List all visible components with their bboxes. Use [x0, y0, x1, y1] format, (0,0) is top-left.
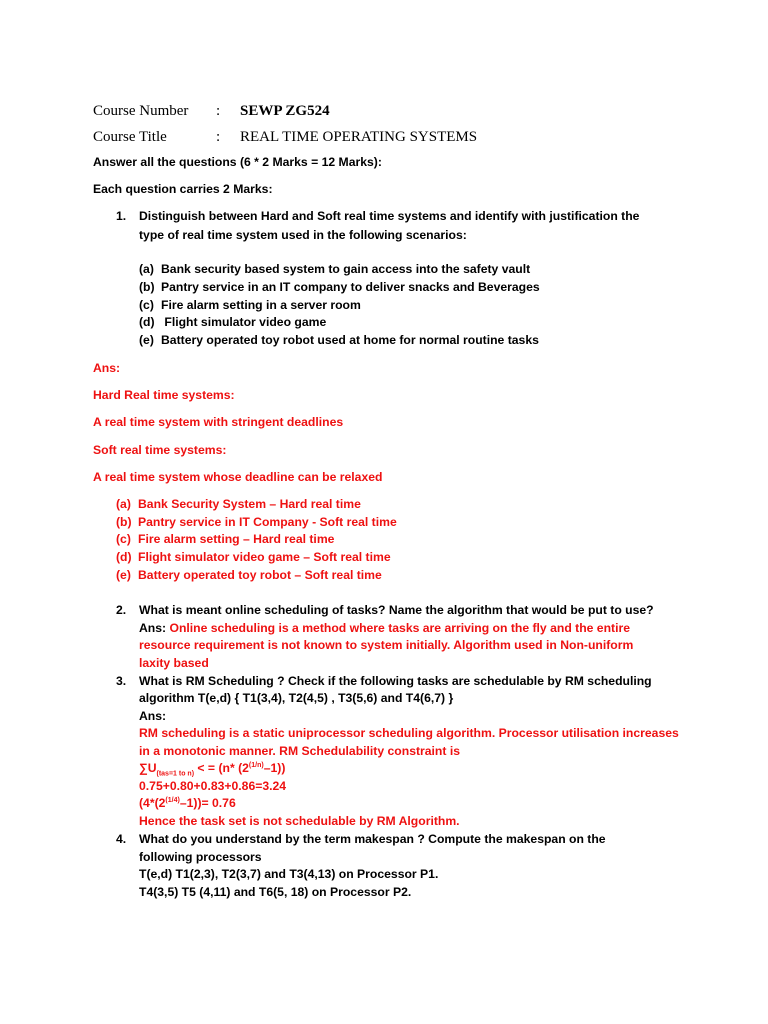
q1-item-d: [139, 315, 326, 329]
q3-question-line-2: algorithm T(e,d) { T1(3,4), T2(4,5) , T3(5,6) and T4(6,7) }: [139, 691, 454, 705]
q1-item-a: [139, 262, 530, 276]
q3-answer-line-1: RM scheduling is a static uniprocessor scheduling algorithm. Processor utilisation increases: [139, 726, 679, 740]
q1-item-c: [139, 298, 361, 312]
q1-item-b: [139, 280, 540, 294]
q1-item-label: (b): [139, 280, 155, 294]
q2-answer-line-3: laxity based: [139, 656, 209, 670]
calc2-superscript: (1/4): [165, 796, 180, 804]
q3-calculation-2: [139, 796, 236, 810]
q3-number: 3.: [116, 674, 127, 688]
a1-item-label: (e): [116, 568, 131, 582]
q1-item-text: Fire alarm setting in a server room: [161, 298, 361, 312]
q1-text-line-1: Distinguish between Hard and Soft real time systems and identify with justification the: [139, 209, 640, 223]
formula-sum: ∑U: [139, 761, 157, 775]
instruction-line-1: Answer all the questions (6 * 2 Marks = 12 Marks):: [93, 155, 382, 169]
q2-answer-line-1: [139, 621, 630, 635]
q4-processor-p1: T(e,d) T1(2,3), T2(3,7) and T3(4,13) on Processor P1.: [139, 867, 439, 881]
course-title-label: Course Title: [93, 129, 167, 145]
a1-hard-definition: A real time system with stringent deadlines: [93, 415, 344, 429]
course-title-value: REAL TIME OPERATING SYSTEMS: [240, 129, 478, 145]
course-number-label: Course Number: [93, 103, 189, 119]
a1-item-e: [116, 568, 382, 582]
a1-soft-definition: A real time system whose deadline can be relaxed: [93, 470, 383, 484]
q3-ans-label: Ans:: [139, 709, 167, 723]
course-title-colon: :: [216, 129, 221, 145]
formula-middle: < = (n* (2: [194, 761, 249, 775]
a1-ans-label: Ans:: [93, 361, 121, 375]
q1-item-text: Battery operated toy robot used at home for normal routine tasks: [161, 333, 539, 347]
q1-item-label: (d): [139, 315, 155, 329]
q1-text-line-2: type of real time system used in the following scenarios:: [139, 228, 467, 242]
formula-superscript: (1/n): [248, 761, 264, 769]
calc2-start: (4*(2: [139, 796, 166, 810]
q1-item-text: Pantry service in an IT company to deliver snacks and Beverages: [161, 280, 540, 294]
q1-item-text: Bank security based system to gain access into the safety vault: [161, 262, 531, 276]
q3-conclusion: Hence the task set is not schedulable by RM Algorithm.: [139, 814, 460, 828]
a1-item-b: [116, 515, 397, 529]
a1-item-label: (a): [116, 497, 131, 511]
formula-subscript: (tas=1 to n): [156, 770, 195, 778]
q1-item-text: Flight simulator video game: [161, 315, 327, 329]
a1-hard-heading: Hard Real time systems:: [93, 388, 235, 402]
q2-question: What is meant online scheduling of tasks? Name the algorithm that would be put to use?: [139, 603, 654, 617]
q1-number: 1.: [116, 209, 127, 223]
a1-item-text: Fire alarm setting – Hard real time: [138, 532, 335, 546]
a1-item-text: Flight simulator video game – Soft real time: [138, 550, 391, 564]
a1-item-label: (b): [116, 515, 132, 529]
a1-item-d: [116, 550, 391, 564]
a1-item-text: Battery operated toy robot – Soft real time: [138, 568, 382, 582]
q1-item-label: (a): [139, 262, 154, 276]
a1-item-c: [116, 532, 334, 546]
q3-answer-line-2: in a monotonic manner. RM Schedulability constraint is: [139, 744, 460, 758]
a1-item-label: (d): [116, 550, 132, 564]
q4-processor-p2: T4(3,5) T5 (4,11) and T6(5, 18) on Processor P2.: [139, 885, 412, 899]
instruction-line-2: Each question carries 2 Marks:: [93, 182, 273, 196]
q3-question-line-1: What is RM Scheduling ? Check if the following tasks are schedulable by RM scheduling: [139, 674, 652, 688]
a1-item-text: Pantry service in IT Company - Soft real time: [138, 515, 397, 529]
q2-number: 2.: [116, 603, 127, 617]
calc2-end: –1))= 0.76: [179, 796, 236, 810]
a1-item-label: (c): [116, 532, 131, 546]
q1-item-label: (c): [139, 298, 154, 312]
q2-answer-line-2: resource requirement is not known to system initially. Algorithm used in Non-uniform: [139, 638, 634, 652]
q3-formula: [139, 761, 286, 778]
q4-question-line-1: What do you understand by the term makespan ? Compute the makespan on the: [139, 832, 606, 846]
course-number-colon: :: [216, 103, 221, 119]
q1-item-label: (e): [139, 333, 154, 347]
q4-number: 4.: [116, 832, 127, 846]
q3-calculation: 0.75+0.80+0.83+0.86=3.24: [139, 779, 287, 793]
a1-item-text: Bank Security System – Hard real time: [138, 497, 361, 511]
a1-soft-heading: Soft real time systems:: [93, 443, 227, 457]
q2-ans-label: Ans:: [139, 621, 170, 635]
formula-end: –1)): [263, 761, 286, 775]
q1-item-e: [139, 333, 539, 347]
q4-question-line-2: following processors: [139, 850, 262, 864]
q2-ans-text: Online scheduling is a method where tasks are arriving on the fly and the entire: [169, 621, 630, 635]
course-number-value: SEWP ZG524: [240, 103, 330, 119]
a1-item-a: [116, 497, 361, 511]
